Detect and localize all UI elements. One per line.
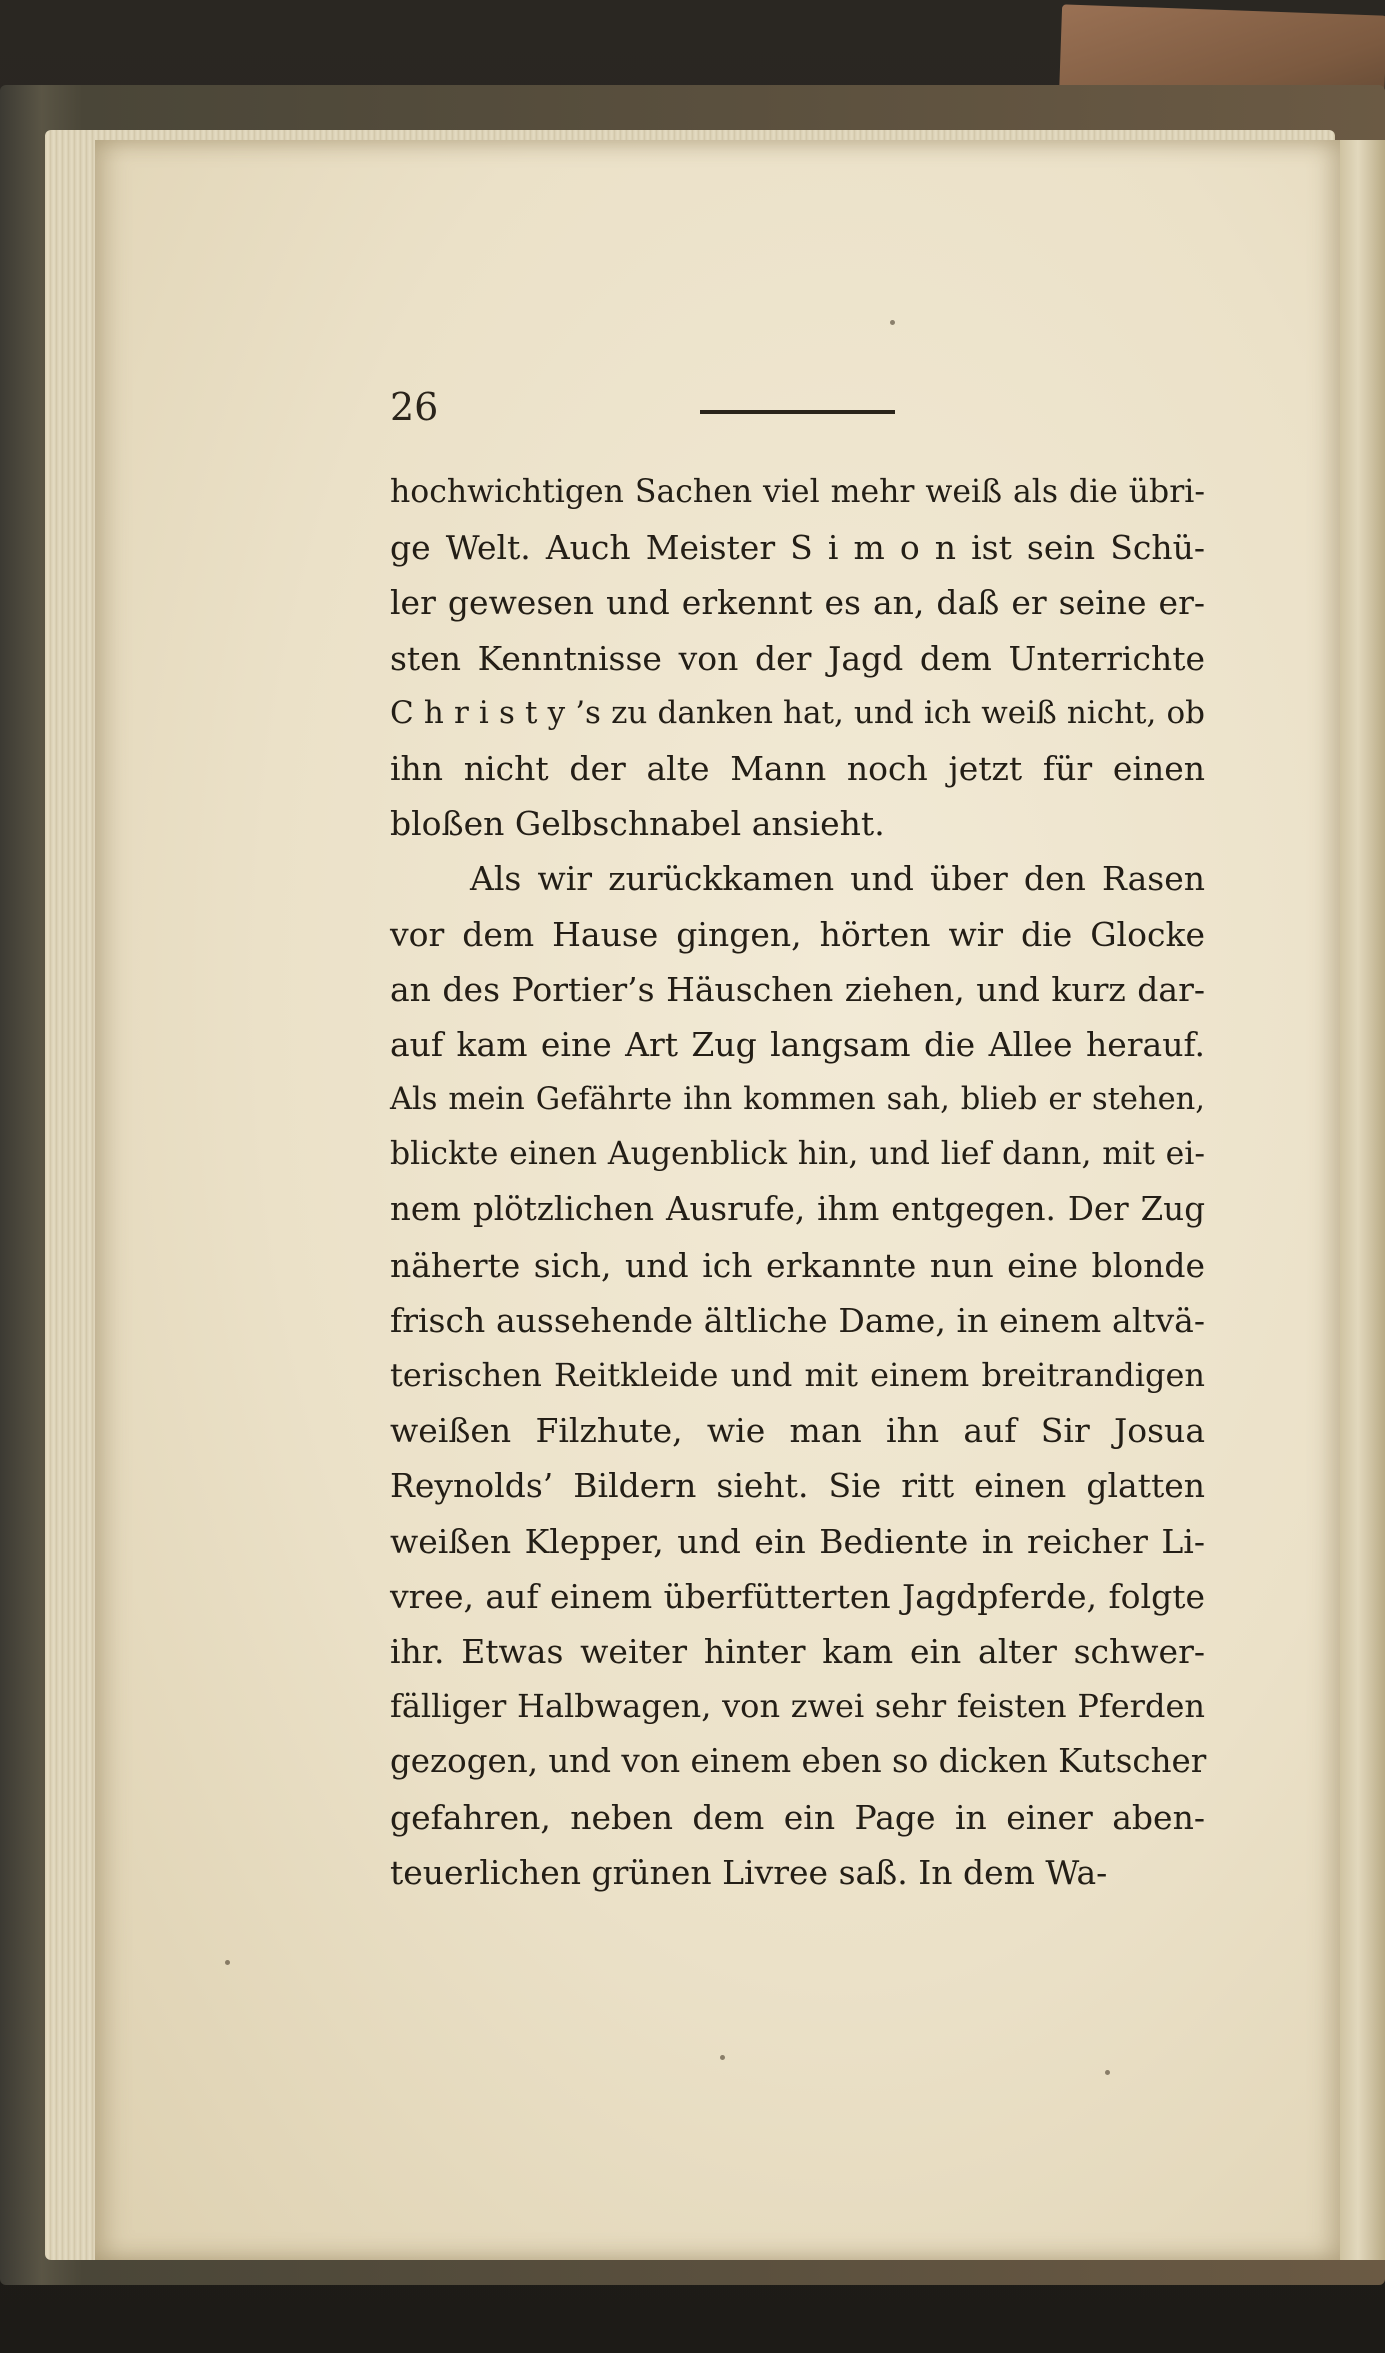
text-line: gefahren, neben dem ein Page in einer aben- <box>390 1797 1205 1837</box>
text-line: näherte sich, und ich erkannte nun eine blonde <box>390 1245 1205 1285</box>
text-line: sten Kenntnisse von der Jagd dem Unterrichte <box>390 638 1205 678</box>
paragraph <box>390 851 1205 1900</box>
text-line: ihr. Etwas weiter hinter kam ein alter schwer- <box>390 1631 1205 1671</box>
text-line: C h r i s t y ’s zu danken hat, und ich weiß nicht, ob <box>390 694 1205 731</box>
text-line: weißen Filzhute, wie man ihn auf Sir Josua <box>390 1411 1205 1451</box>
paper-speck <box>225 1960 230 1965</box>
text-line: nem plötzlichen Ausrufe, ihm entgegen. Der Zug <box>390 1190 1205 1229</box>
header-rule <box>700 410 895 414</box>
text-line: auf kam eine Art Zug langsam die Allee herauf. <box>390 1024 1205 1064</box>
paper-speck <box>1105 2070 1110 2075</box>
page-number: 26 <box>390 385 439 429</box>
text-line: Reynolds’ Bildern sieht. Sie ritt einen glatten <box>390 1466 1205 1506</box>
text-line: gezogen, und von einem eben so dicken Kutscher <box>390 1742 1207 1781</box>
text-line: Als wir zurückkamen und über den Rasen <box>470 859 1205 899</box>
text-line: frisch aussehende ältliche Dame, in einem altvä- <box>390 1300 1205 1340</box>
text-line: hochwichtigen Sachen viel mehr weiß als die übri- <box>390 474 1205 510</box>
text-line: ler gewesen und erkennt es an, daß er seine er- <box>390 583 1205 623</box>
text-line: terischen Reitkleide und mit einem breitrandigen <box>390 1356 1205 1394</box>
text-line: blickte einen Augenblick hin, und lief dann, mit ei- <box>390 1136 1205 1173</box>
paragraph <box>390 465 1205 851</box>
text-line: ge Welt. Auch Meister S i m o n ist sein Schü- <box>390 528 1205 568</box>
facing-page-edge <box>1340 140 1385 2260</box>
text-line: vor dem Hause gingen, hörten wir die Glocke <box>390 914 1205 954</box>
text-line: ihn nicht der alte Mann noch jetzt für einen <box>390 748 1205 788</box>
paper-speck <box>720 2055 725 2060</box>
text-line: Als mein Gefährte ihn kommen sah, blieb er stehen, <box>390 1082 1205 1118</box>
text-line: weißen Klepper, und ein Bediente in reicher Li- <box>390 1521 1205 1561</box>
paper-speck <box>890 320 895 325</box>
text-line: fälliger Halbwagen, von zwei sehr feisten Pferden <box>390 1687 1205 1726</box>
text-line: bloßen Gelbschnabel ansieht. <box>390 804 885 844</box>
text-line: teuerlichen grünen Livree saß. In dem Wa- <box>390 1852 1108 1892</box>
text-line: vree, auf einem überfütterten Jagdpferde, folgte <box>390 1576 1205 1616</box>
text-line: an des Portier’s Häuschen ziehen, und kurz dar- <box>390 969 1205 1009</box>
body-text <box>390 465 1205 1900</box>
